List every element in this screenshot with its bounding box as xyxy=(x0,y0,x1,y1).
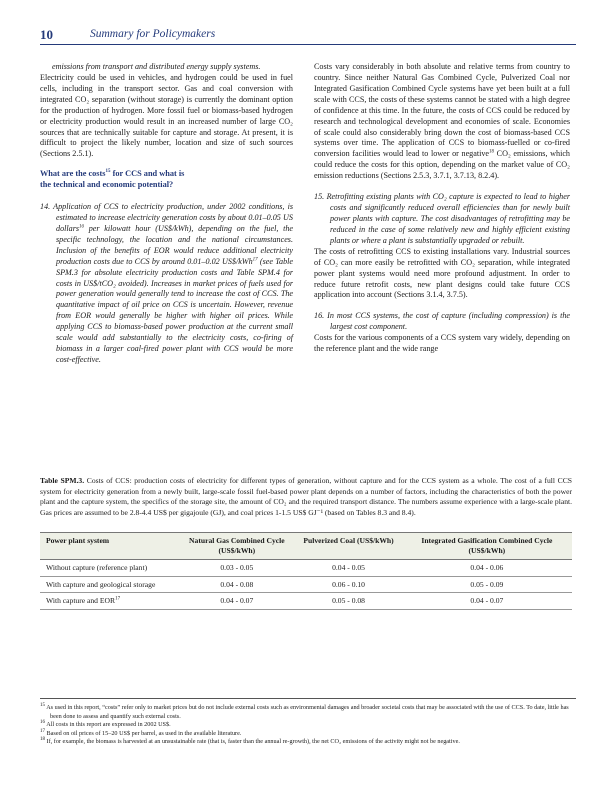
row-label: With capture and EOR xyxy=(46,596,116,605)
finding-text: per kilowatt hour (US$/kWh), depending on the fuel, the specific technology, the location and the national circumstances. Inclusion of the benefits of EOR would reduce additional electricity production costs due to CCS by around 0.01–0.02 US$/kWh xyxy=(56,223,293,266)
table-row xyxy=(40,576,572,593)
finding-text: 14. Application of CCS to electricity production, under 2002 conditions, is estimated to increase electricity generation costs by about 0.01–0.05 US dollars xyxy=(40,202,293,233)
column-header: Pulverized Coal (US$/kWh) xyxy=(295,533,401,560)
table-header-row xyxy=(40,533,572,560)
cost-table xyxy=(40,532,572,610)
footnote-rule xyxy=(40,698,576,699)
column-header: Integrated Gasification Combined Cycle (US$/kWh) xyxy=(402,533,572,560)
footnote-number: 18 xyxy=(40,737,45,743)
footnotes xyxy=(40,704,572,747)
paragraph-text: Costs vary considerably in both absolute and relative terms from country to country. Since neither Natural Gas Combined Cycle, Pulverized Coal nor Integrated Gasification Combined Cycle systems have yet been built at a full scale with CCS, the costs of these systems cannot be stated with a high degree of confidence at this time. In the future, the costs of CCS could be reduced by research and technological development and economies of scale. Economies of scale could also considerably bring down the cost of biomass-based CCS systems over time. The application of CCS to biomass-fuelled or co-fired conversion facilities would lead to lower or negative xyxy=(314,62,570,159)
question-text: for CCS and what is xyxy=(110,169,185,179)
column-header: Power plant system xyxy=(40,533,178,560)
table-cell: 0.04 - 0.07 xyxy=(402,593,572,610)
table-cell: 0.05 - 0.09 xyxy=(402,576,572,593)
table-cell: With capture and geological storage xyxy=(40,576,178,593)
footnote-text: Based on oil prices of 15–20 US$ per barrel, as used in the available literature. xyxy=(46,729,242,737)
paragraph xyxy=(314,62,570,182)
footnote-text: As used in this report, “costs” refer only to market prices but do not include external costs such as environmental damages and broader societal costs that may be associated with the use of CCS. To date, little has been done to assess and quantify such external costs. xyxy=(46,704,569,720)
table-cell: 0.04 - 0.07 xyxy=(178,593,295,610)
table-cell: 0.03 - 0.05 xyxy=(178,560,295,577)
question-text: the technical and economic potential? xyxy=(40,180,174,190)
table-cell: 0.06 - 0.10 xyxy=(295,576,401,593)
left-column xyxy=(40,62,293,366)
paragraph: emissions from transport and distributed energy supply systems. xyxy=(52,62,261,71)
footnote xyxy=(40,730,572,739)
paragraph: Electricity could be used in vehicles, and hydrogen could be used in fuel cells, including in the transport sector. Gas and coal conversion with integrated CO₂ separation (without storage) is currently the dominant option for the production of hydrogen. More fossil fuel or biomass-based hydrogen or electricity production would result in an increased number of large CO₂ sources that are technically suitable for capture and storage. At present, it is difficult to project the likely number, location and size of such sources (Sections 2.5.1). xyxy=(40,72,293,159)
header-rule xyxy=(40,44,576,45)
page-number: 10 xyxy=(40,27,53,42)
footnote xyxy=(40,721,572,730)
table-cell: Without capture (reference plant) xyxy=(40,560,178,577)
table-row xyxy=(40,593,572,610)
table-cell xyxy=(40,593,178,610)
footnote-number: 15 xyxy=(40,702,45,708)
table-caption xyxy=(40,476,572,518)
running-title: Summary for Policymakers xyxy=(90,28,216,40)
finding-text: (see Table SPM.3 for absolute electricity production costs and Table SPM.4 for costs in US$/tCO₂ avoided). Increases in market prices of fuels used for power generation would generally tend to increase the cost of CCS. The quantitative impact of oil price on CCS is uncertain. However, revenue from EOR would generally be higher with higher oil prices. While applying CCS to biomass-based power production at the current small scale would add substantially to the electricity costs, co-firing of biomass in a larger coal-fired power plant with CCS would be more cost-effective. xyxy=(56,256,293,365)
table-cell: 0.04 - 0.05 xyxy=(295,560,401,577)
footnote xyxy=(40,738,572,747)
table-label: Table SPM.3. xyxy=(40,476,85,485)
footnote-text: All costs in this report are expressed in 2002 US$. xyxy=(46,721,171,729)
question-text: What are the costs xyxy=(40,169,106,179)
footnote-text: If, for example, the biomass is harvested at an unsustainable rate (that is, faster than the annual re-growth), the net CO₂ emissions of the activity might not be negative. xyxy=(46,738,460,746)
caption-text: Costs of CCS: production costs of electricity for different types of generation, without capture and for the CCS system as a whole. The cost of a full CCS system for electricity generation from a newly built, large-scale fossil fuel-based power plant depends on a number of factors, including the characteristics of both the power plant and the capture system, the specifics of the storage site, the amount of CO₂ and the required transport distance. The numbers assume experience with a large-scale plant. Gas prices are assumed to be 2.8-4.4 US$ per gigajoule (GJ), and coal prices 1-1.5 US$ GJ⁻¹ (based on Tables 8.3 and 8.4). xyxy=(40,476,573,517)
table-cell: 0.04 - 0.06 xyxy=(402,560,572,577)
table-cell: 0.04 - 0.08 xyxy=(178,576,295,593)
paragraph-text: CO₂ emissions, which could reduce the costs for this option, depending on the market value of CO₂ emission reductions (Sections 2.5.3, 3.7.1, 3.7.13, 8.2.4). xyxy=(314,149,570,181)
footnote-number: 17 xyxy=(40,728,45,734)
right-column xyxy=(314,62,570,355)
column-header: Natural Gas Combined Cycle (US$/kWh) xyxy=(178,533,295,560)
paragraph: The costs of retrofitting CCS to existing installations vary. Industrial sources of CO₂ can more easily be retrofitted with CO₂ separation, while integrated power plant systems would need more profound adjustment. In order to reduce future retrofit costs, new plant designs could take future CCS application into account (Sections 3.1.4, 3.7.5). xyxy=(314,246,570,300)
footnote-ref: 18 xyxy=(489,149,495,155)
page-header xyxy=(40,27,576,47)
footnote-ref: 15 xyxy=(105,169,111,175)
footnote-number: 16 xyxy=(40,720,45,726)
table-row xyxy=(40,560,572,577)
table-cell: 0.05 - 0.08 xyxy=(295,593,401,610)
key-finding-15: 15. Retrofitting existing plants with CO₂ capture is expected to lead to higher costs and significantly reduced overall efficiencies than for newly built power plants with capture. The cost disadvantages of retrofitting may be reduced in the case of some relatively new and highly efficient existing plants or where a plant is substantially upgraded or rebuilt. xyxy=(314,192,570,245)
footnote-ref: 17 xyxy=(252,257,258,262)
footnote-ref: 17 xyxy=(115,596,121,602)
key-finding-14 xyxy=(40,202,293,366)
footnote xyxy=(40,704,572,721)
paragraph: Costs for the various components of a CCS system vary widely, depending on the reference plant and the wide range xyxy=(314,333,570,354)
section-question xyxy=(40,169,293,191)
footnote-ref: 16 xyxy=(79,224,85,230)
key-finding-16: 16. In most CCS systems, the cost of capture (including compression) is the largest cost component. xyxy=(314,311,570,332)
